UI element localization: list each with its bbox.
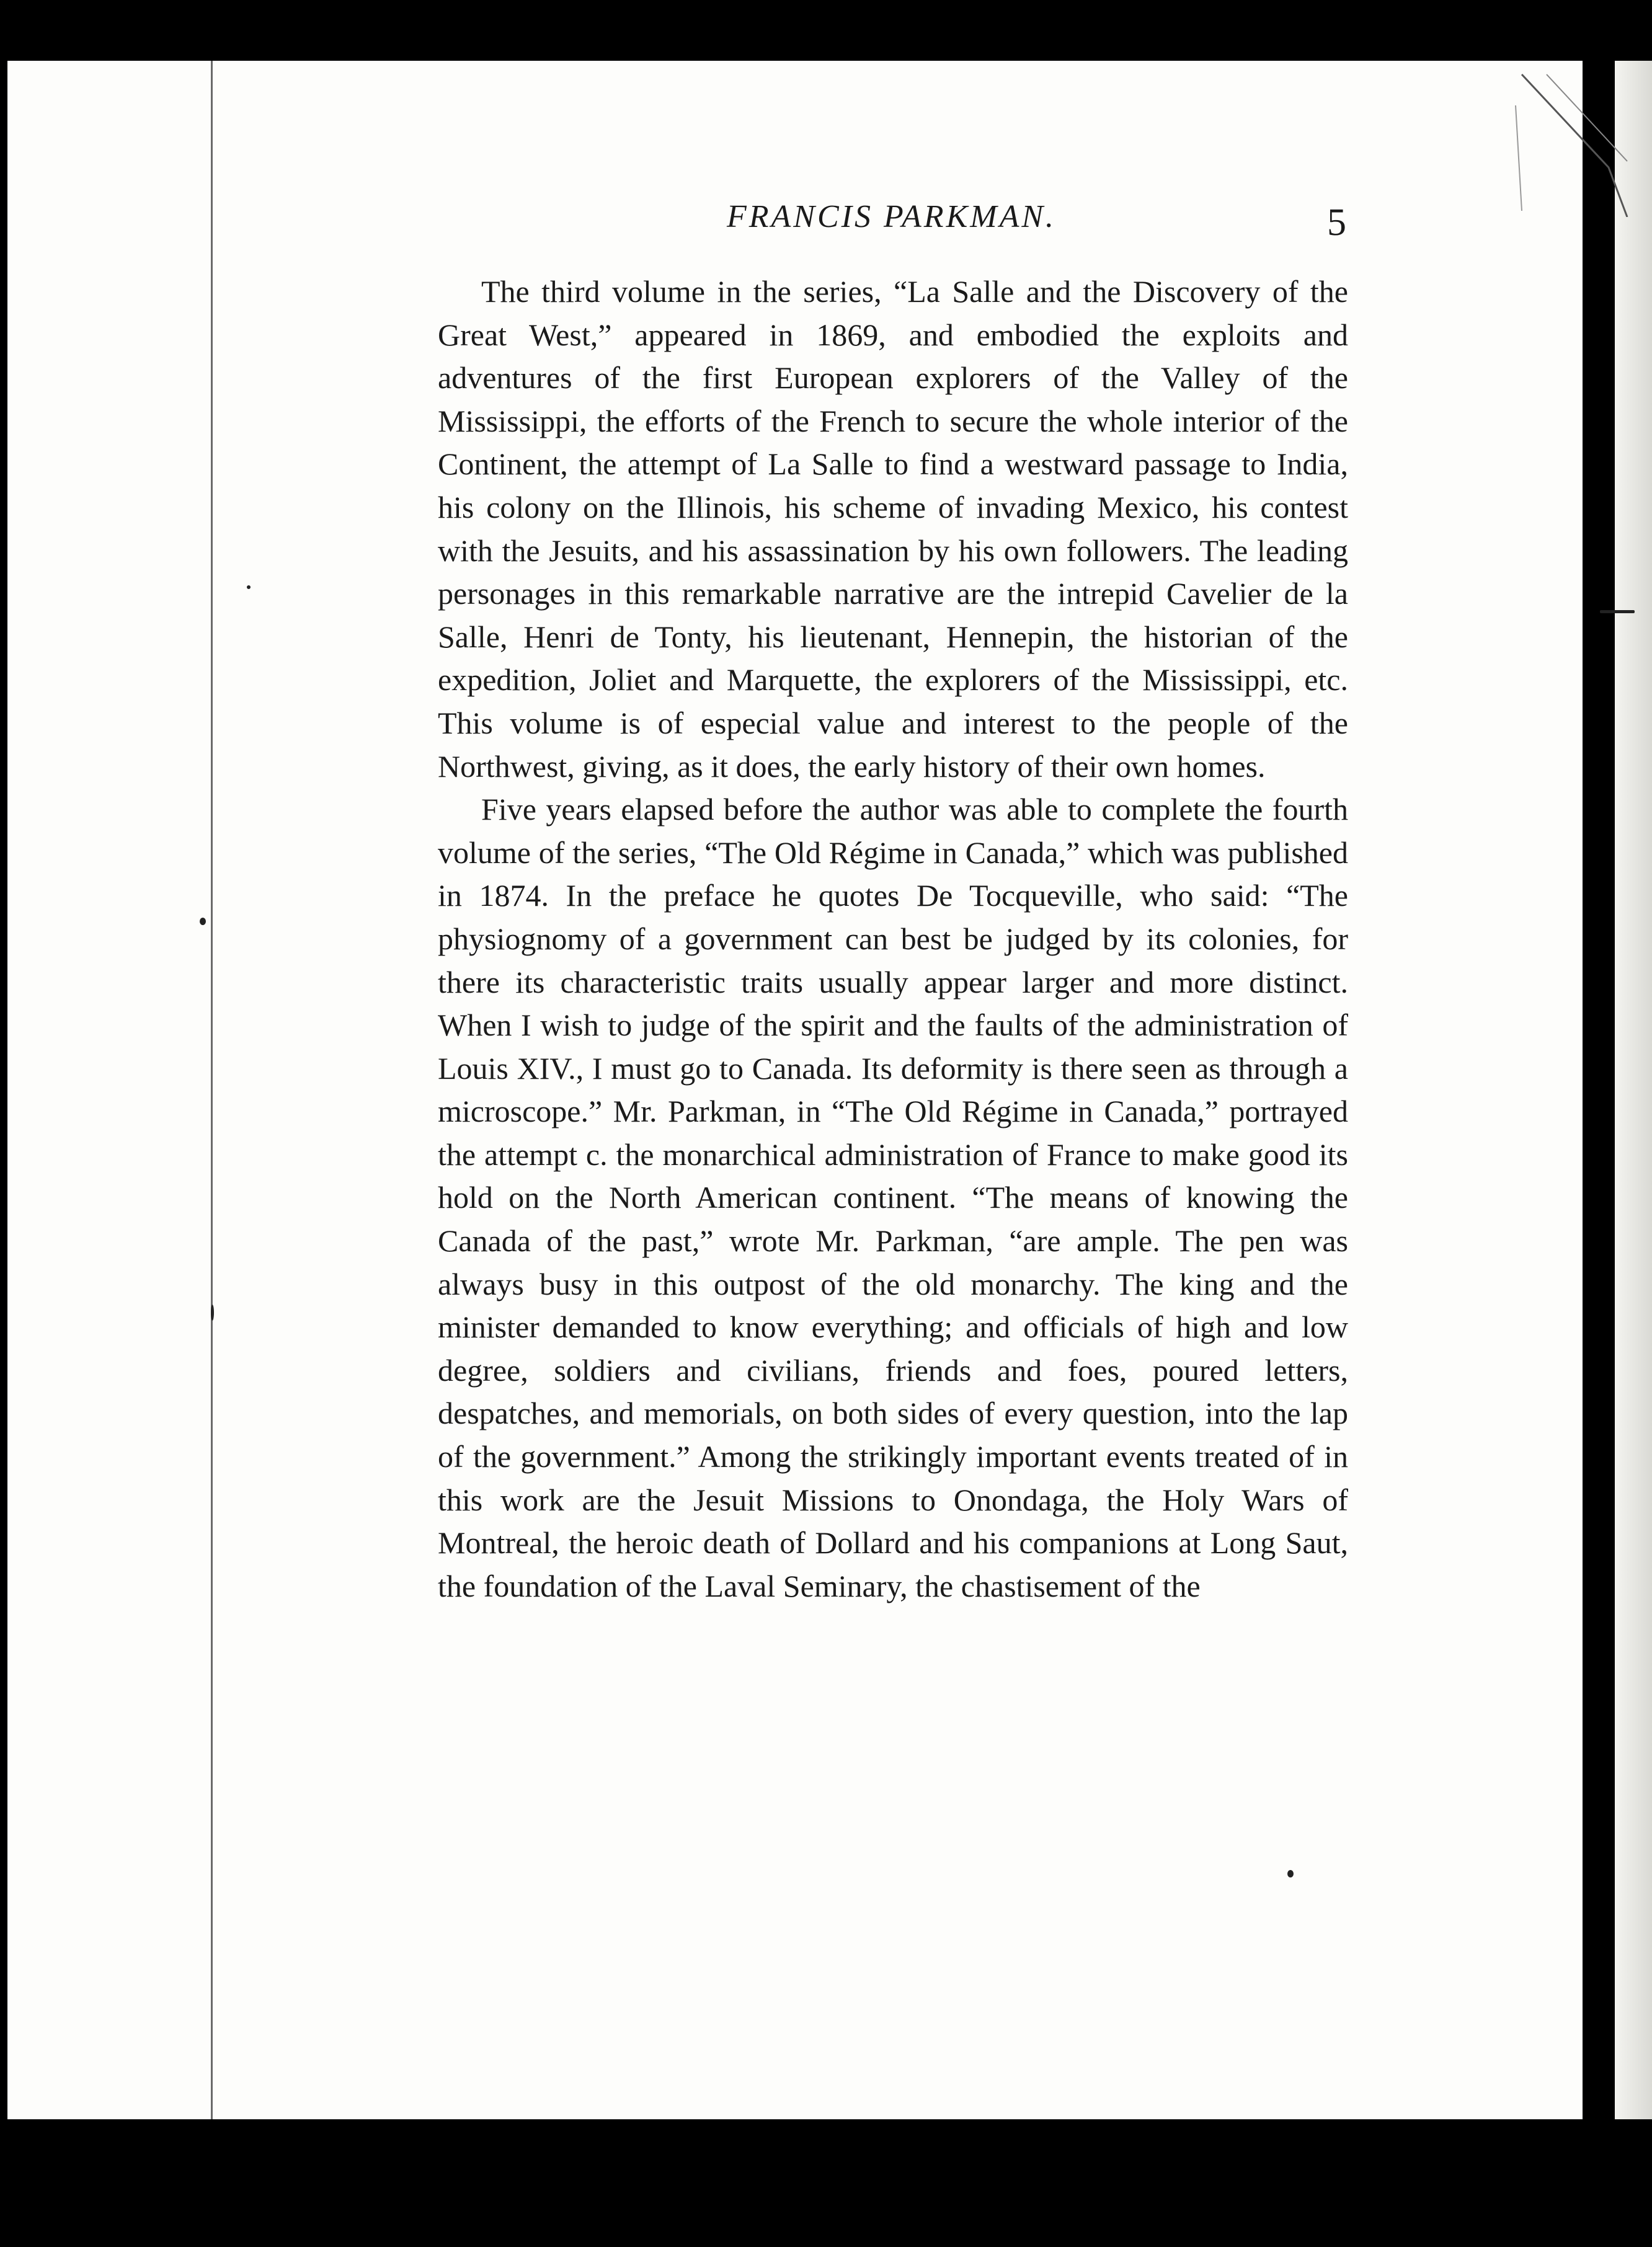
running-head: FRANCIS PARKMAN.	[727, 199, 1057, 234]
paragraph-1: The third volume in the series, “La Salle and the Discovery of the Great West,” appeared in 1869, and embodied the exploits and adventures of the first European explorers of the Valley of the Mississippi, the efforts of the French to secure the whole interior of the Continent, the attempt of La Salle to find a westward passage to India, his colony on the Illinois, his scheme of invading Mexico, his contest with the Jesuits, and his assassination by his own followers. The leading personages in this remarkable narrative are the intrepid Cavelier de la Salle, Henri de Tonty, his lieutenant, Hennepin, the historian of the expedition, Joliet and Marquette, the explorers of the Mississippi, etc. This volume is of especial value and interest to the people of the Northwest, giving, as it does, the early history of their own homes.	[438, 274, 1348, 784]
corner-fold-mark-icon	[1509, 68, 1633, 217]
scan-speck	[1600, 610, 1635, 613]
page-number: 5	[1327, 202, 1346, 244]
paragraph-2: Five years elapsed before the author was able to complete the fourth volume of the series, “The Old Régime in Canada,” which was published in 1874. In the preface he quotes De Tocqueville, who said: “The physiognomy of a government can best be judged by its colonies, for there its characteristic traits usually appear larger and more distinct. When I wish to judge of the spirit and the faults of the administration of Louis XIV., I must go to Canada. Its deformity is there seen as through a microscope.” Mr. Parkman, in “The Old Régime in Canada,” portrayed the attempt c. the monarchical administration of France to make good its hold on the North American continent. “The means of knowing the Canada of the past,” wrote Mr. Parkman, “are ample. The pen was always busy in this outpost of the old monarchy. The king and the minister demanded to know everything; and officials of high and low degree, soldiers and civilians, friends and foes, poured letters, despatches, and memorials, on both sides of every question, into the lap of the government.” Among the strikingly important events treated of in this work are the Jesuit Missions to Onondaga, the Holy Wars of Montreal, the heroic death of Dollard and his companions at Long Saut, the foundation of the Laval Seminary, the chastisement of the	[438, 792, 1348, 1603]
scan-speck	[200, 918, 206, 925]
page-header	[434, 198, 1364, 248]
scan-speck	[247, 585, 251, 589]
scan-speck	[211, 1305, 214, 1321]
body-text	[438, 270, 1348, 1882]
binding-gutter-line	[211, 61, 213, 2119]
scan-speck	[1287, 1870, 1294, 1877]
page-fold-edge	[1615, 61, 1652, 2119]
